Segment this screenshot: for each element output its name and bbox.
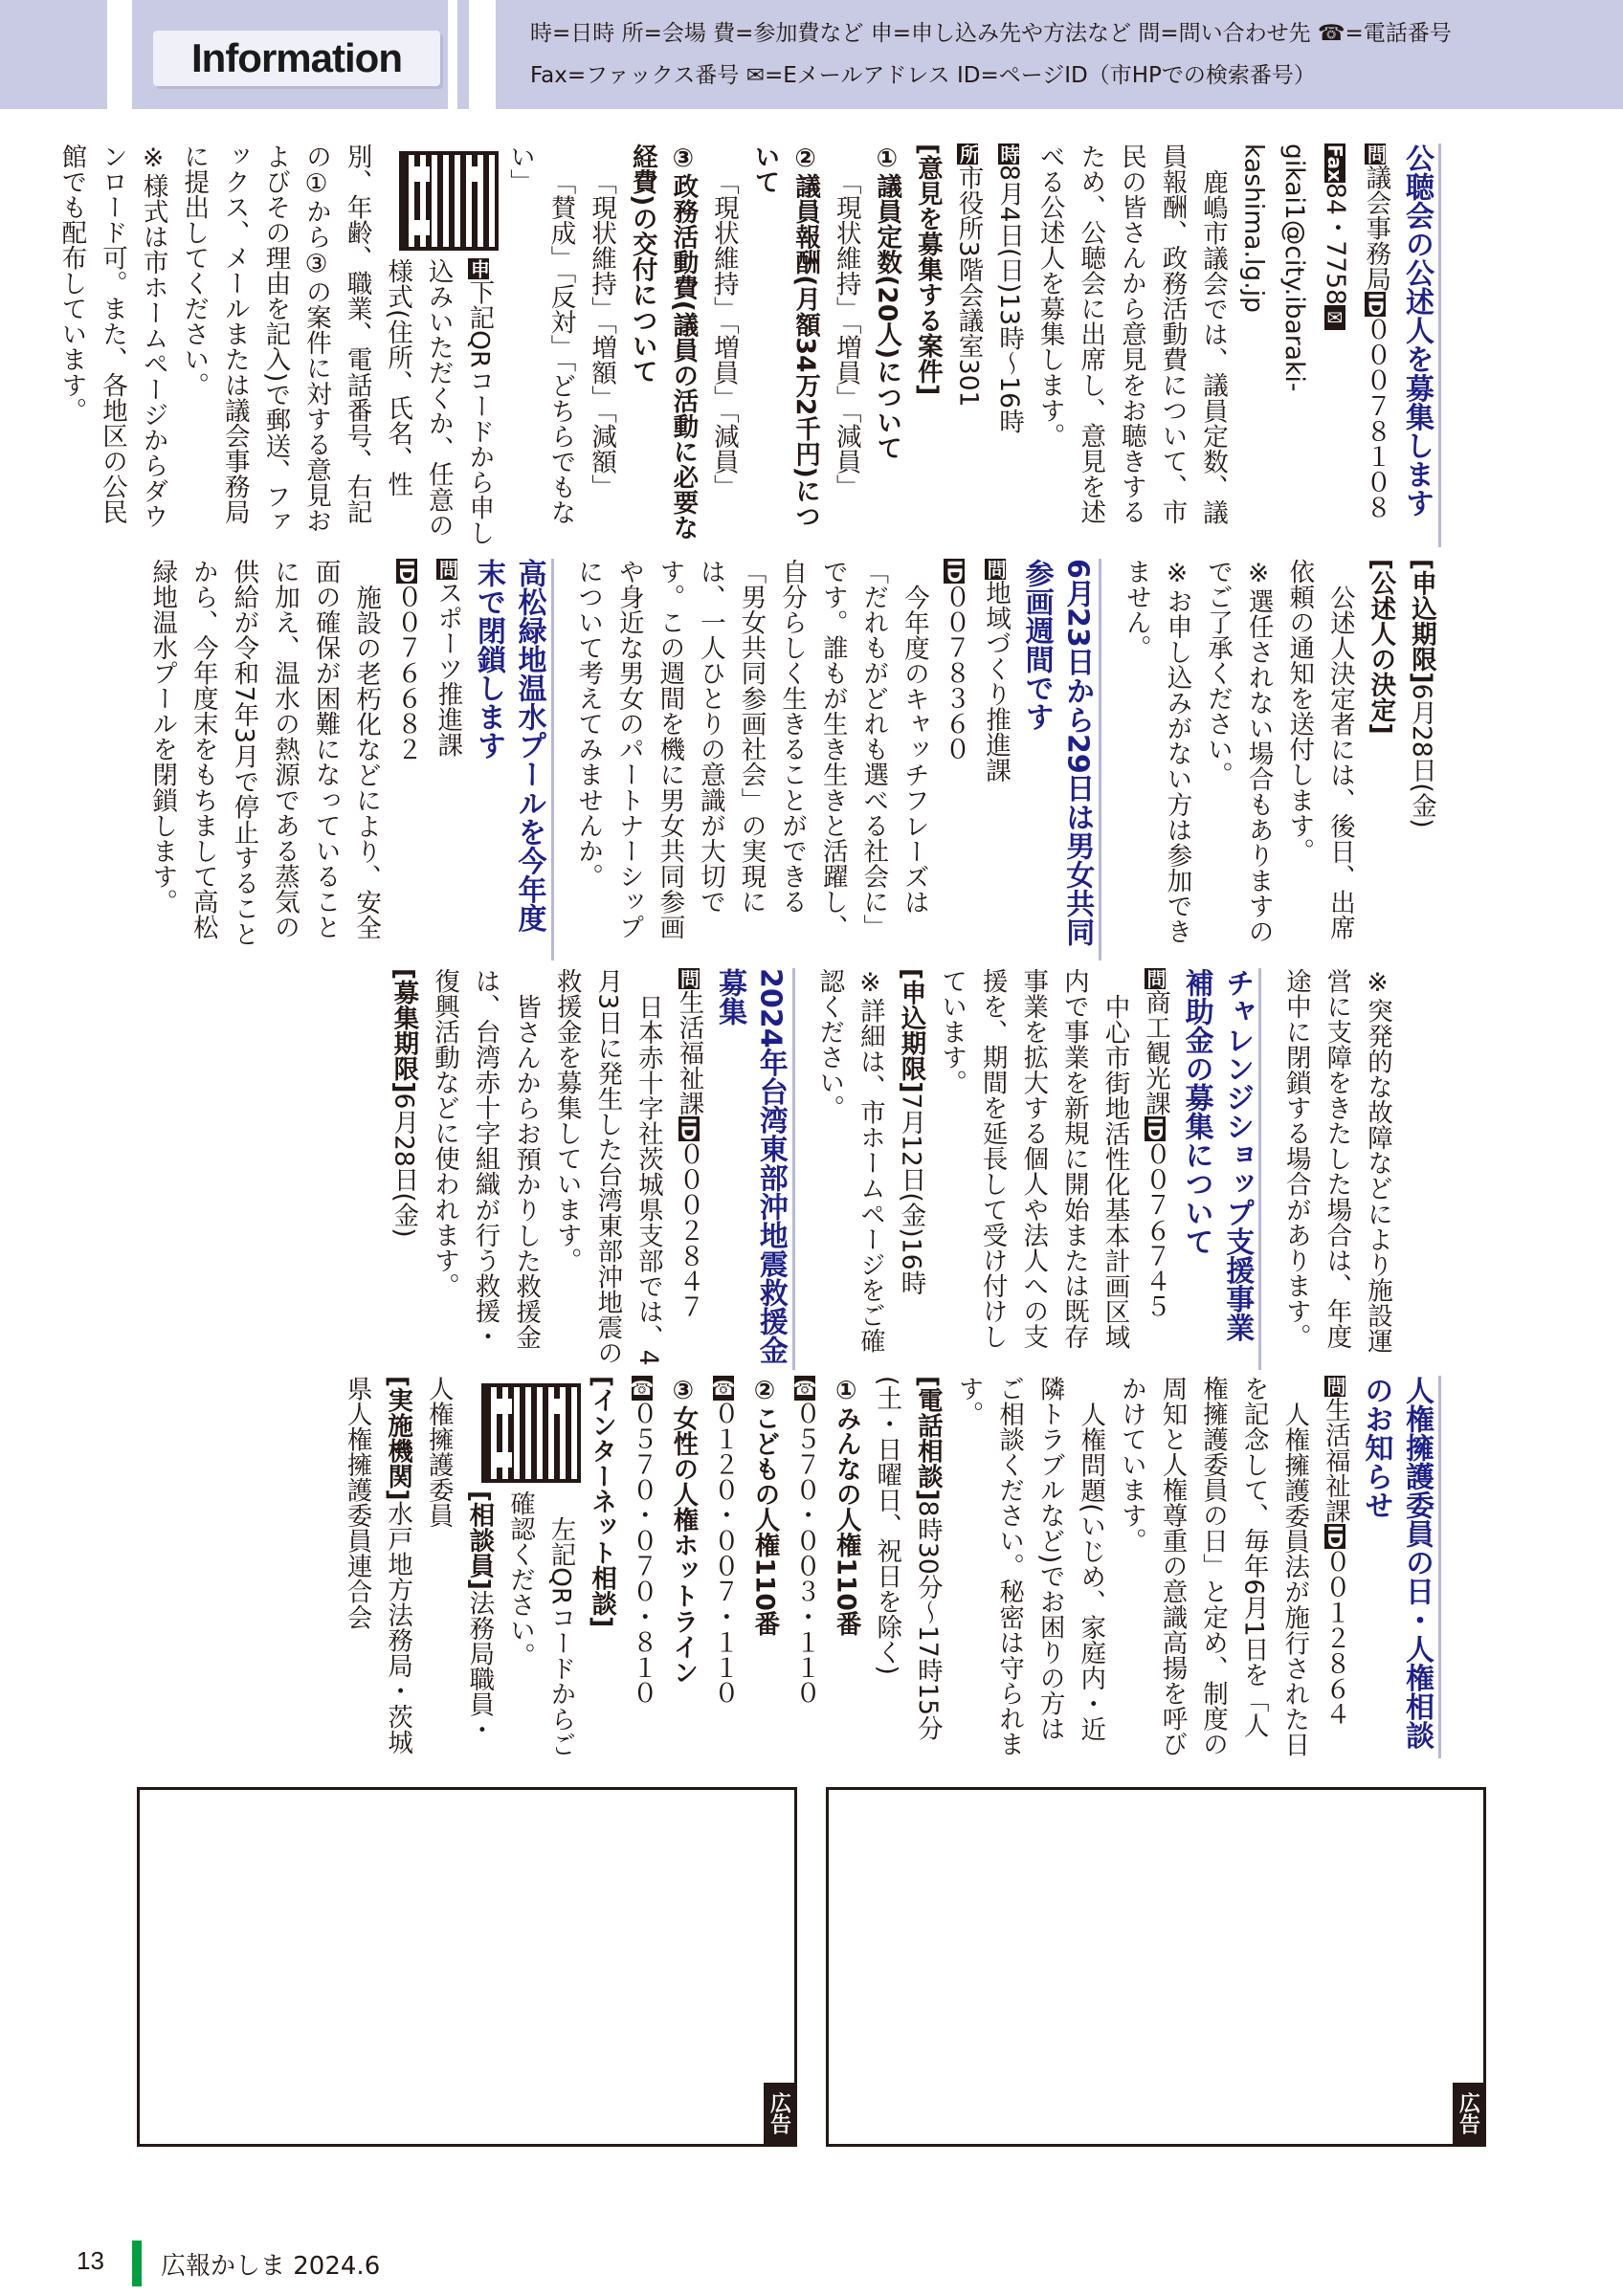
article-column-3	[230, 968, 1397, 1370]
fax-number: 84・7758	[1320, 183, 1350, 306]
id-icon: ID	[943, 560, 967, 584]
footer	[0, 2239, 1623, 2296]
page-title: Information	[153, 31, 440, 86]
article-pool-closure-cont	[1275, 968, 1397, 1370]
datetime: 8月4日(日)13時～16時	[994, 165, 1025, 434]
advertisement-left[interactable]	[137, 1787, 797, 2147]
datetime-icon: 時	[997, 144, 1021, 165]
contact: 生活福祉課	[674, 989, 704, 1116]
period: 6月28日(金)	[389, 1093, 419, 1238]
page-id: ００７８３６０	[940, 584, 970, 762]
email-address[interactable]: gikai1@city.ibaraki-kashima.lg.jp	[1238, 144, 1310, 392]
article-body: 日本赤十字社茨城県支部では、4月3日に発生した台湾東部沖地震の救援金を募集しています。	[551, 968, 663, 1366]
header-tab-divider	[457, 0, 469, 109]
page-id: ０００２８４７	[674, 1140, 704, 1319]
phone-number[interactable]: ０５７０・０７０・８１０	[627, 1401, 657, 1706]
header-band	[0, 0, 1623, 109]
tel-label: [電話相談]	[912, 1376, 943, 1501]
note: ※突発的な故障などにより施設運営に支障をきたした場合は、年度途中に閉鎖する場合があります。	[1280, 968, 1392, 1354]
note-3: ※お申し込みがない方は参加できません。	[1121, 559, 1192, 944]
contact: 生活福祉課	[1320, 1397, 1350, 1524]
id-icon: ID	[1323, 1524, 1346, 1548]
publication-title: 広報かしま 2024.6	[161, 2252, 381, 2281]
hotline-3: ③女性の人権ホットライン	[668, 1376, 699, 1686]
email-icon: ✉	[1323, 306, 1346, 330]
page-id: ００７６６８２	[391, 584, 422, 762]
page-id: ００１２８６４	[1320, 1548, 1350, 1727]
advertisement-right[interactable]	[826, 1787, 1486, 2147]
inquiry-icon: 問	[1364, 144, 1388, 165]
article-gender-equality	[567, 559, 1102, 960]
item-3-options-2: 「賛成」「反対」「どちらでもない」	[504, 144, 576, 525]
article-column-2	[147, 559, 1441, 960]
header-tab-legend	[496, 0, 1623, 109]
hotline-1: ①みんなの人権110番	[831, 1376, 861, 1637]
org: 水戸地方法務局・茨城県人権擁護委員連合会	[342, 1376, 413, 1755]
article-pool-closure	[142, 559, 554, 960]
item-1-options: 「現状維持」「増員」「減員」	[831, 168, 861, 499]
id-icon: ID	[394, 560, 418, 584]
net-text: 左記QRコードからご確認ください。	[504, 1490, 576, 1757]
item-3-options: 「現状維持」「増額」「減額」	[587, 168, 617, 499]
footer-accent-bar	[132, 2241, 142, 2286]
item-1: ①議員定数(20人)について	[872, 144, 902, 461]
qr-code-consultation[interactable]	[481, 1383, 581, 1483]
legend-line-2: Fax=ファックス番号 ✉=Eメールアドレス ID=ページID（市HPでの検索番号）	[530, 63, 1316, 88]
id-icon: ID	[1144, 1116, 1167, 1140]
section-heading: [意見を募集する案件]	[912, 144, 943, 396]
article-title: 人権擁護委員の日・人権相談のお知らせ	[1355, 1376, 1441, 1758]
article-column-1	[56, 144, 1441, 547]
inquiry-icon: 問	[984, 560, 1008, 580]
decision-text: 公述人決定者には、後日、出席依頼の通知を送付します。	[1284, 559, 1355, 940]
id-icon: ID	[677, 1116, 700, 1140]
article-body: 鹿嶋市議会では、議員定数、議員報酬、政務活動費について、市民の皆さんから意見をお聴きするため、公聴会に出席し、意見を述べる公述人を募集します。	[1034, 144, 1229, 525]
header-tab-left	[0, 0, 107, 109]
id-icon: ID	[1364, 292, 1388, 316]
phone-icon: ☎	[793, 1377, 817, 1401]
ad-label: 広告	[764, 2083, 794, 2144]
article-public-hearing-cont	[1115, 559, 1441, 960]
article-challenge-shop	[809, 968, 1262, 1370]
page-id: ０００７８１０８	[1361, 316, 1391, 520]
inquiry-icon: 問	[1144, 969, 1167, 989]
phone-icon: ☎	[630, 1377, 654, 1401]
article-title: 公聴会の公述人を募集します	[1395, 144, 1441, 547]
contact: スポーツ推進課	[433, 580, 463, 758]
apply-text: 下記QRコードから申し込みいただくか、任意の様式(住所、氏名、性別、年齢、職業、電話番号、右記の①から③の案件に対する意見およびその理由を記入)で郵送、ファックス、メールまたは議会事務局に提出してください。	[179, 144, 495, 546]
legend-line-1: 時=日時 所=会場 費=参加費など 申=申し込み先や方法など 問=問い合わせ先 ☎=電話番号	[530, 21, 1452, 46]
staff: 法務局職員・人権擁護委員	[423, 1376, 495, 1743]
article-title: 高松緑地温水プールを今年度末で閉鎖します	[467, 559, 553, 960]
item-2: ②議員報酬(月額34万2千円)について	[749, 144, 821, 529]
ad-label: 広告	[1453, 2083, 1483, 2144]
page-number: 13	[77, 2246, 104, 2275]
item-2-options: 「現状維持」「増員」「減員」	[708, 168, 739, 499]
contact: 商工観光課	[1141, 989, 1171, 1116]
contact: 地域づくり推進課	[981, 580, 1012, 784]
phone-number[interactable]: ０１２０・００７・１１０	[708, 1401, 739, 1706]
staff-label: [相談員]	[464, 1490, 495, 1590]
period: 7月12日(金)16時	[896, 1093, 926, 1296]
article-title: 6月23日から29日は男女共同参画週間です	[1015, 559, 1101, 960]
inquiry-icon: 問	[435, 560, 459, 580]
tel-time: 8時30分～17時15分(土・日曜日、祝日を除く)	[872, 1376, 943, 1741]
article-title: チャレンジショップ支援事業補助金の募集について	[1175, 968, 1261, 1370]
article-body-2: 人権問題(いじめ、家庭内・近隣トラブルなど)でお困りの方はご相談ください。秘密は守られます。	[953, 1376, 1106, 1757]
period-label: [申込期限]	[1407, 559, 1436, 684]
hotline-2: ②こどもの人権110番	[749, 1376, 780, 1637]
item-3: ③政務活動費(議員の活動に必要な経費)の交付について	[627, 144, 699, 541]
period-label: [募集期限]	[389, 968, 419, 1093]
article-human-rights	[336, 1376, 1441, 1758]
period: 6月28日(金)	[1407, 683, 1436, 828]
inquiry-icon: 問	[677, 969, 700, 989]
note: ※様式は市ホームページからダウンロード可。また、各地区の公民館でも配布しています。	[56, 144, 168, 529]
decision-label: [公述人の決定]	[1366, 559, 1396, 735]
article-title: 2024年台湾東部沖地震救援金募集	[709, 968, 795, 1370]
phone-icon: ☎	[711, 1377, 735, 1401]
venue-icon: 所	[956, 144, 980, 165]
contact: 議会事務局	[1361, 165, 1391, 292]
article-body: 中心市街地活性化基本計画区域内で事業を新規に開始または既存事業を拡大する個人や法人への支援を、期間を延長して受け付けしています。	[937, 968, 1130, 1350]
qr-code-application[interactable]	[399, 151, 499, 251]
venue: 市役所3階会議室301	[953, 165, 984, 408]
note: ※詳細は、市ホームページをご確認ください。	[814, 968, 885, 1354]
article-body: 今年度のキャッチフレーズは「だれもがどれも選べる社会に」です。誰もが生き生きと活躍し、自分らしく生きることができる「男女共同参画社会」の実現には、一人ひとりの意識が大切です。この週間を機に男女共同参画や身近な男女のパートナーシップについて考えてみませんか。	[573, 559, 929, 940]
org-label: [実施機関]	[383, 1376, 413, 1501]
net-label: [インターネット相談]	[587, 1376, 617, 1628]
inquiry-icon: 問	[1323, 1377, 1346, 1397]
phone-number[interactable]: ０５７０・００３・１１０	[790, 1401, 821, 1706]
article-body-2: 皆さんからお預かりした救援金は、台湾赤十字組織が行う救援・復興活動などに使われます。	[429, 968, 542, 1350]
article-public-hearing	[51, 144, 1441, 547]
apply-icon: 申	[467, 259, 491, 279]
fax-icon: Fax	[1323, 144, 1346, 183]
page-id: ００７６７４５	[1141, 1140, 1171, 1319]
article-body: 施設の老朽化などにより、安全面の確保が困難になっていることに加え、温水の熱源である蒸気の供給が令和7年3月で停止することから、今年度末をもちまして高松緑地温水プールを閉鎖します。	[147, 559, 382, 947]
article-taiwan-relief	[383, 968, 795, 1370]
article-body: 人権擁護委員法が施行された日を記念して、毎年6月1日を「人権擁護委員の日」と定め、制度の周知と人権尊重の意識高揚を呼びかけています。	[1116, 1376, 1310, 1757]
note-2: ※選任されない場合もありますのでご了承ください。	[1203, 559, 1274, 944]
article-column-4	[342, 1376, 1441, 1758]
period-label: [申込期限]	[896, 968, 926, 1093]
